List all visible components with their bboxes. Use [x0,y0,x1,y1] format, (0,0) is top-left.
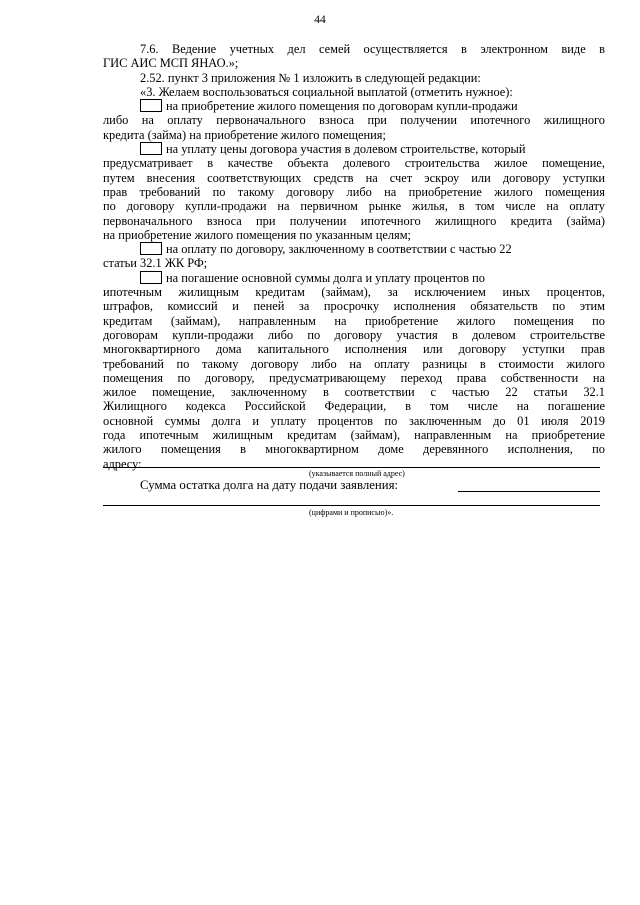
debt-label: Сумма остатка долга на дату подачи заявления: [140,478,399,492]
option-line: штрафов, комиссий и пеней за просрочку исполнения обязательств по этим [103,299,605,314]
option-line: прав требований по такому договору либо на приобретение жилого помещения [103,184,605,199]
option-checkbox[interactable] [140,242,162,255]
debt-note: (цифрами и прописью)». [309,508,394,517]
option-line: первоначального взноса при получении ипотечного жилищного кредита (займа) [103,213,605,228]
debt-rule[interactable] [103,505,600,506]
paragraph-line: 7.6. Ведение учетных дел семей осуществляется в электронном виде в [140,42,605,56]
option-mortgage-repayment [103,271,605,285]
option-line: ипотечным жилищным кредитам (займам), за исключением иных процентов, [103,285,605,300]
option-line: жилого помещения в многоквартирном доме деревянного исполнения, по [103,442,605,457]
paragraph-line: 2.52. пункт 3 приложения № 1 изложить в следующей редакции: [140,70,481,85]
option-purchase [103,99,605,113]
option-text: на оплату по договору, заключенному в соответствии с частью 22 [166,242,512,257]
option-line: помещения по договору, предусматривающему переход права собственности на [103,370,605,385]
option-line: на приобретение жилого помещения по указанным целям; [103,227,411,242]
option-line: предусматривает в качестве объекта долевого строительства жилое помещение, [103,156,605,171]
address-label: адресу: [103,456,142,471]
address-rule[interactable] [103,467,600,468]
option-shared-construction [103,142,605,156]
option-line: жилое помещение, заключенному в соответствии с частью 22 статьи 32.1 [103,385,605,400]
option-text: на уплату цены договора участия в долевом строительстве, который [166,142,526,157]
option-line: по договору купли-продажи на первичном рынке жилья, в том числе на оплату [103,199,605,214]
paragraph-line: ГИС АИС МСП ЯНАО.»; [103,56,239,71]
option-line: кредитам (займам), направленным на приобретение жилого помещения по [103,313,605,328]
address-note: (указывается полный адрес) [309,469,405,478]
option-line: кредита (займа) на приобретение жилого помещения; [103,127,386,142]
option-contract-payment [103,242,605,256]
document-body [103,42,605,471]
option-text: на приобретение жилого помещения по договорам купли-продажи [166,99,518,114]
option-text: на погашение основной суммы долга и уплату процентов по [166,270,485,285]
debt-input-line[interactable] [458,491,600,492]
option-checkbox[interactable] [140,99,162,112]
option-line: основной суммы долга и уплату процентов по заключенным до 01 июля 2019 [103,413,605,428]
option-line: требований по такому договору либо на оплату разницы в стоимости жилого [103,356,605,371]
paragraph-line: «3. Желаем воспользоваться социальной выплатой (отметить нужное): [140,84,513,99]
option-line: года ипотечным жилищным кредитам (займам), направленным на приобретение [103,428,605,443]
page-number: 44 [314,14,326,26]
option-line: договорам купли-продажи либо по договору участия в долевом строительстве [103,327,605,342]
option-checkbox[interactable] [140,142,162,155]
option-line: путем внесения соответствующих средств на счет эскроу или договору уступки [103,170,605,185]
option-line: статьи 32.1 ЖК РФ; [103,256,208,271]
option-checkbox[interactable] [140,271,162,284]
option-line: Жилищного кодекса Российской Федерации, в том числе на погашение [103,399,605,414]
option-line: многоквартирного дома капитального исполнения или договору уступки прав [103,342,605,357]
option-line: либо на оплату первоначального взноса при получении ипотечного жилищного [103,113,605,128]
